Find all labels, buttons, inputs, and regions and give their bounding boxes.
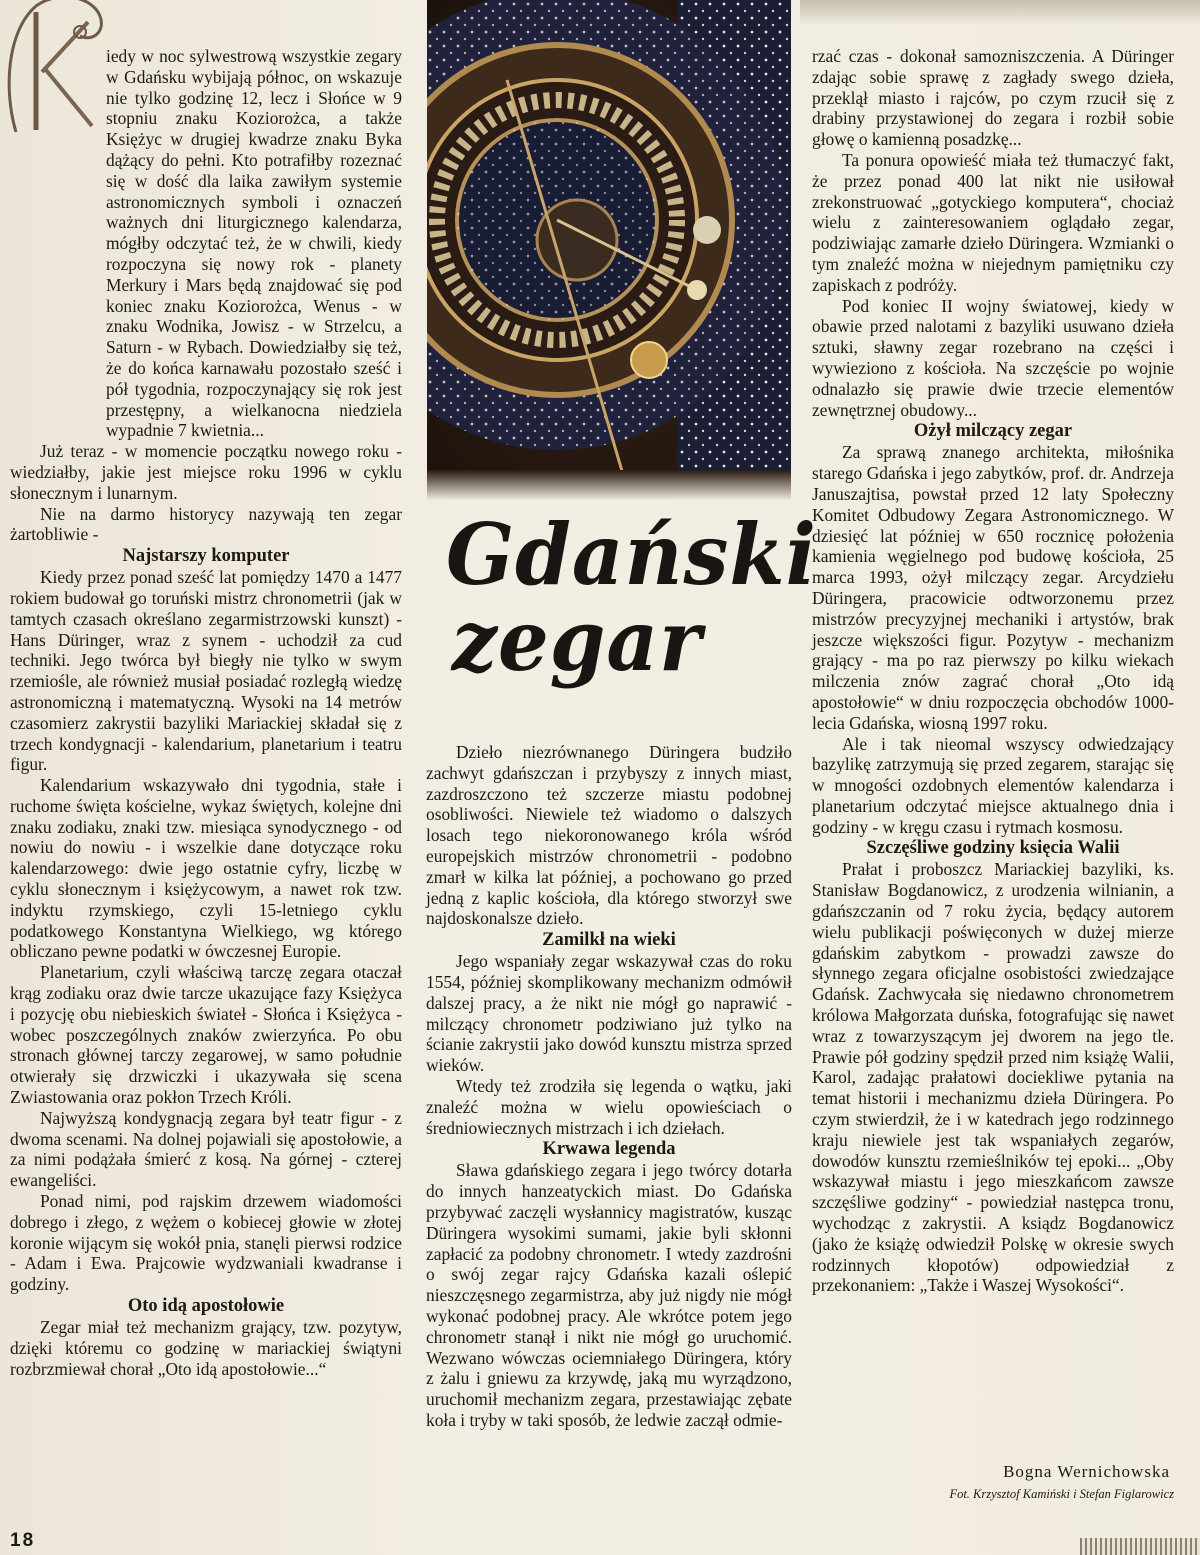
bottom-edge-stripe [1080,1538,1200,1555]
paragraph: Pod koniec II wojny światowej, kiedy w obawie przed nalotami z bazyliki usuwano dzieła sztuki, sławny zegar rozebrano na części i wywieziono z kościoła. Na szczęście po wojnie odnalazło się prawie dwie trzecie elementów zewnętrznej obudowy... [812,295,1174,420]
text-column-2 [426,742,792,1431]
photo-credit: Fot. Krzysztof Kamiński i Stefan Figlarowicz [949,1487,1174,1501]
paragraph: Dzieło niezrównanego Düringera budziło zachwyt gdańszczan i przybyszy z innych miast, zazdroszczono też szczerze miastu podobnej osobliwości. Niewiele też wiadomo o dalszych losach tego niekoronowanego króla wśród europejskich mistrzów chronometrii - podobno zmarł w kilka lat później, a pochowano go przed jedną z kaplic kościoła, dla którego stworzył swe najdoskonalsze dzieło. [426,742,792,929]
paragraph: Kalendarium wskazywało dni tygodnia, stałe i ruchome święta kościelne, wykaz świętych, kolejne dni znaku zodiaku, znaki tzw. miesiąca synodycznego - od nowiu do nowiu - i wszelkie dane dotyczące roku kalendarzowego: dwie jego ostatnie cyfry, liczbę w cyklu słonecznym i księżycowym, a nawet rok tzw. indyktu rzymskiego, czyli 15-letniego cyklu podatkowego Konstantyna Wielkiego, wg którego obliczano pewne podatki w ówczesnej Europie. [10,775,402,962]
article-title [446,505,817,690]
paragraph: Sława gdańskiego zegara i jego twórcy dotarła do innych hanzeatyckich miast. Do Gdańska przybywać zaczęli wysłannicy magistratów, kusząc Düringera wysokimi sumami, jakie byli skłonni zapłacić za podobny chronometr. I wtedy zazdrośni o swój zegar rajcy Gdańska kazali oślepić nieszczęsnego zegarmistrza, aby już nigdy nie mógł wykonać podobnej pracy. Ale wkrótce potem jego chronometr stanął i nikt nie mógł go uruchomić. Wezwano wówczas ociemniałego Düringera, który z żalu i gniewu za krzywdę, jaką mu wyrządzono, uruchomił mechanizm zegara, przestawiając zębate koła i tryby w taki sposób, że ledwie zaczął odmie- [426,1160,792,1430]
top-header-strip [800,0,1200,24]
paragraph: Planetarium, czyli właściwą tarczę zegara otaczał krąg zodiaku oraz dwie tarcze ukazujące fazy Księżyca i pozycję obu niebieskich świateł - Słońca i Księżyca - wobec poszczególnych znaków zwierzyńca. Po obu stronach głównej tarczy zegarowej, w samo południe otwierały się drzwiczki i ukazywała się scena Zwiastowania oraz pokłon Trzech Króli. [10,962,402,1108]
astronomical-clock-photo [427,0,791,488]
paragraph: iedy w noc sylwestrową wszystkie zegary w Gdańsku wybijają północ, on wskazuje nie tylko godzinę 12, lecz i Słońce w 9 stopniu znaku Koziorożca, a także Księżyc w drugiej kwadrze znaku Byka dążący do pełni. Kto potrafiłby rozeznać się w dość dla laika zawiłym systemie astronomicznych symboli i oznaczeń ważnych dni liturgicznego kalendarza, mógłby odczytać też, że w chwili, kiedy rozpoczyna się nowy rok - planety Merkury i Mars będą znajdować się pod koniec znaku Koziorożca, Wenus - w znaku Wodnika, Jowisz - w Strzelcu, a Saturn - w Rybach. Dowiedziałby się też, że do końca karnawału pozostało sześć i pół tygodnia, rozpoczynający się rok jest przestępny, a wielkanocna niedziela wypadnie 7 kwietnia... [106,46,402,441]
paragraph: Już teraz - w momencie początku nowego roku - wiedziałby, jakie jest miejsce roku 1996 w cyklu słonecznym i lunarnym. [10,441,402,503]
section-heading: Najstarszy komputer [122,546,290,567]
section-heading: Ożył milczący zegar [913,421,1073,442]
paragraph: Kiedy przez ponad sześć lat pomiędzy 1470 a 1477 rokiem budował go toruński mistrz chronometrii (jak w tamtych czasach określano zegarmistrzowski kunszt) - Hans Düringer, wraz z synem - uchodził za cud techniki. Jego twórca był biegły nie tylko w swym rzemiośle, ale również musiał posiadać rozległą wiedzę astronomiczną i matematyczną. Wysoki na 14 metrów czasomierz zakrystii bazyliki Mariackiej składał się z trzech kondygnacji - kalendarium, planetarium i teatru figur. [10,567,402,775]
paragraph: Najwyższą kondygnacją zegara był teatr figur - z dwoma scenami. Na dolnej pojawiali się apostołowie, a za nimi podążała śmierć z kosą. Na górnej - czterej ewangeliści. [10,1107,402,1191]
text-column-1 [10,46,402,1379]
author-name: Bogna Wernichowska [1003,1462,1170,1481]
paragraph: Nie na darmo historycy nazywają ten zegar żartobliwie - [10,503,402,545]
paragraph: Jego wspaniały zegar wskazywał czas do roku 1554, później skomplikowany mechanizm odmówił dalszej pracy, a że nikt nie mógł go naprawić - milczący chronometr podziwiano już tylko na ścianie zakrystii jako dowód kunsztu mistrza sprzed wieków. [426,951,792,1076]
paragraph: rzać czas - dokonał samozniszczenia. A Düringer zdając sobie sprawę z zagłady swego dzieła, przeklął miasto i rajców, po czym rzucił się z drabiny przystawionej do zegara i rozbił sobie głowę o kamienną posadzkę... [812,46,1174,150]
paragraph: Za sprawą znanego architekta, miłośnika starego Gdańska i jego zabytków, prof. dr. Andrzeja Januszajtisa, powstał przed 12 laty Społeczny Komitet Odbudowy Zegara Astronomicznego. W dziesięć lat później w 650 rocznicę położenia kamienia węgielnego pod budowę kościoła, 25 marca 1993, ożył milczący zegar. Arcydziełu Düringera, pracowicie odtworzonemu przez mistrzów precyzyjnej mechaniki i artystów, brak jeszcze większości figur. Pozytyw - mechanizm grający - ma po raz pierwszy po kilku wiekach milczenia znów zagrać chorał „Oto idą apostołowie“ w dniu rozpoczęcia obchodów 1000-lecia Gdańska, wiosną 1997 roku. [812,442,1174,733]
paragraph: Prałat i proboszcz Mariackiej bazyliki, ks. Stanisław Bogdanowicz, z urodzenia wilnianin, a gdańszczanin od 7 roku życia, będący autorem wielu publikacji poświęconych w dużej mierze gdańskim zabytkom - prowadzi zawsze do słynnego zegara oficjalne osobistości zwiedzające Gdańsk. Zachwycała się niedawno chronometrem królowa Małgorzata duńska, fotografując się nawet wraz z towarzyszącym jej dworem na jego tle. Prawie pół godziny spędził przed nim książę Walii, Karol, zadając prałatowi dociekliwe pytania na temat historii i mechanizmu dzieła Düringera. Po czym stwierdził, że i w katedrach jego rodzinnego kraju niewiele jest tak wspaniałych zegarów, dowodów kunsztu rzemieślników tej epoki... „Oby wskazywał miastu i jego mieszkańcom zawsze szczęśliwe godziny“ - powiedział następca tronu, wychodząc z zakrystii. A ksiądz Bogdanowicz (jako że książę odwiedził Polskę w okresie swych rodzinnych kłopotów) odpowiedział z przekonaniem: „Także i Waszej Wysokości“. [812,859,1174,1296]
section-heading: Oto idą apostołowie [127,1296,285,1317]
paragraph: Zegar miał też mechanizm grający, tzw. pozytyw, dzięki któremu co godzinę w mariackiej świątyni rozbrzmiewał chorał „Oto idą apostołowie...“ [10,1317,402,1379]
title-line-1: Gdański [446,505,817,604]
text-column-3 [812,46,1174,1296]
page-number: 18 [10,1530,36,1551]
section-heading: Krwawa legenda [542,1139,676,1160]
paragraph: Ponad nimi, pod rajskim drzewem wiadomości dobrego i złego, z wężem o kobiecej głowie w złotej koronie wijącym się wokół pnia, stanęli pierwsi rodzice - Adam i Ewa. Prajcowie wydzwaniali kwadranse i godziny. [10,1191,402,1295]
paragraph: Ale i tak nieomal wszyscy odwiedzający bazylikę zatrzymują się przed zegarem, starając się w mnogości ozdobnych elementów kalendarza i planetarium odczytać miejsce aktualnego dnia i godziny - w kręgu czasu i rytmach kosmosu. [812,733,1174,837]
section-heading: Szczęśliwe godziny księcia Walii [866,838,1120,859]
title-line-2: zegar [451,591,703,690]
paragraph: Ta ponura opowieść miała też tłumaczyć fakt, że przez ponad 400 lat nikt nie usiłował zrekonstruować „gotyckiego komputera“, chociaż wielu z zainteresowaniem oglądało zegar, podziwiając zamarłe dzieło Düringera. Wzmianki o tym znaleźć można w niejednym pamiętniku czy zapiskach z podróży. [812,149,1174,295]
section-heading: Zamilkł na wieki [542,930,676,951]
paragraph: Wtedy też zrodziła się legenda o wątku, jaki znaleźć można w wielu opowieściach o średniowiecznych mistrzach i ich dziełach. [426,1075,792,1138]
photo-bottom-fade [427,470,791,500]
